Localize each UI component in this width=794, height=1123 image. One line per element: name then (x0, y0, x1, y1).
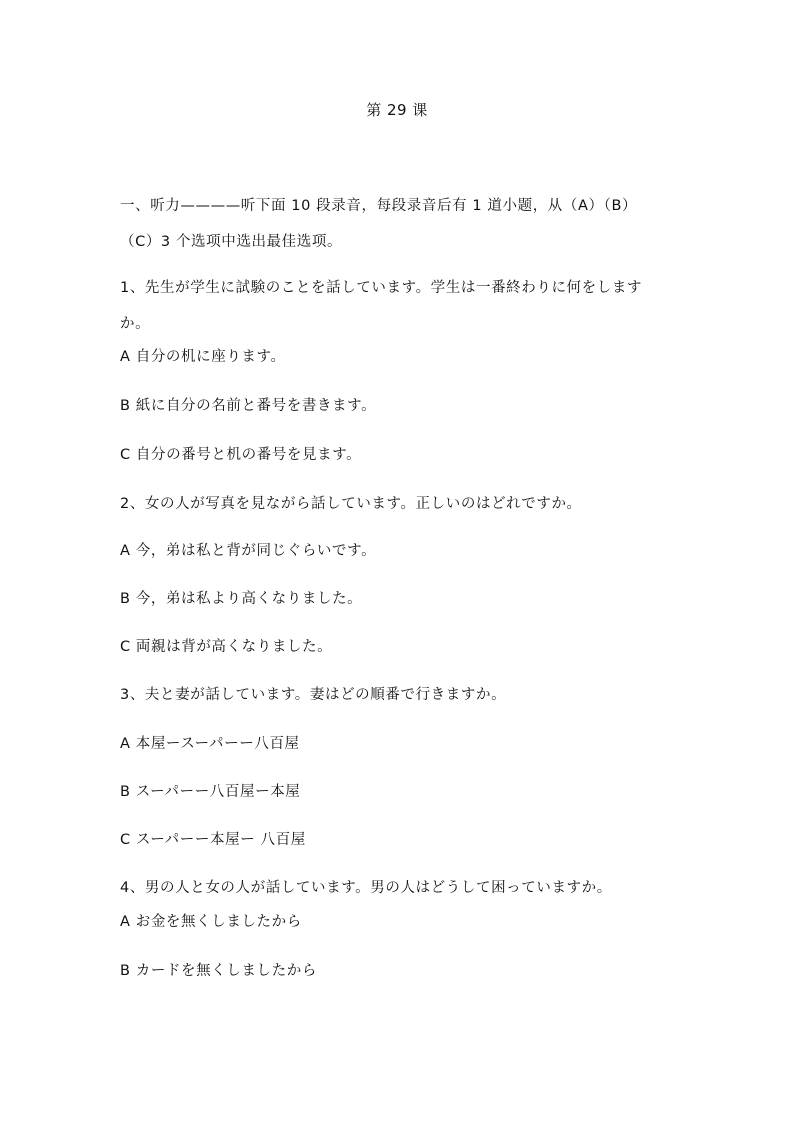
question-4-option-a: A お金を無くしましたから (120, 914, 302, 930)
question-1-option-b: B 紙に自分の名前と番号を書きます。 (120, 398, 377, 414)
question-2-stem: 2、女の人が写真を見ながら話しています。正しいのはどれですか。 (120, 496, 582, 512)
question-1-option-c: C 自分の番号と机の番号を見ます。 (120, 447, 362, 463)
question-3-option-a: A 本屋ースーパーー八百屋 (120, 736, 300, 752)
question-2-option-a: A 今，弟は私と背が同じぐらいです。 (120, 543, 377, 559)
question-3-option-b: B スーパーー八百屋ー本屋 (120, 784, 301, 800)
question-1-option-a: A 自分の机に座ります。 (120, 349, 286, 365)
question-4-option-b: B カードを無くしましたから (120, 963, 317, 979)
question-1-stem (120, 278, 642, 298)
page-title: 第 29 课 (366, 101, 428, 119)
question-1-stem-cont: か。 (120, 316, 151, 332)
question-3-option-c: C スーパーー本屋ー 八百屋 (120, 832, 306, 848)
question-2-option-b: B 今，弟は私より高くなりました。 (120, 591, 363, 607)
question-4-stem: 4、男の人と女の人が話しています。男の人はどうして困っていますか。 (120, 880, 612, 896)
question-1-stem-text: 1、先生が学生に試験のことを話しています。学生は一番終わりに何をします (120, 280, 643, 296)
question-2-option-c: C 両親は背が高くなりました。 (120, 639, 333, 655)
section-heading-line-1: 一、听力————听下面 10 段录音，每段录音后有 1 道小题，从（A）（B） (120, 198, 638, 214)
section-heading-line-2: （C）3 个选项中选出最佳选项。 (120, 234, 343, 250)
question-3-stem: 3、夫と妻が話しています。妻はどの順番で行きますか。 (120, 687, 507, 703)
